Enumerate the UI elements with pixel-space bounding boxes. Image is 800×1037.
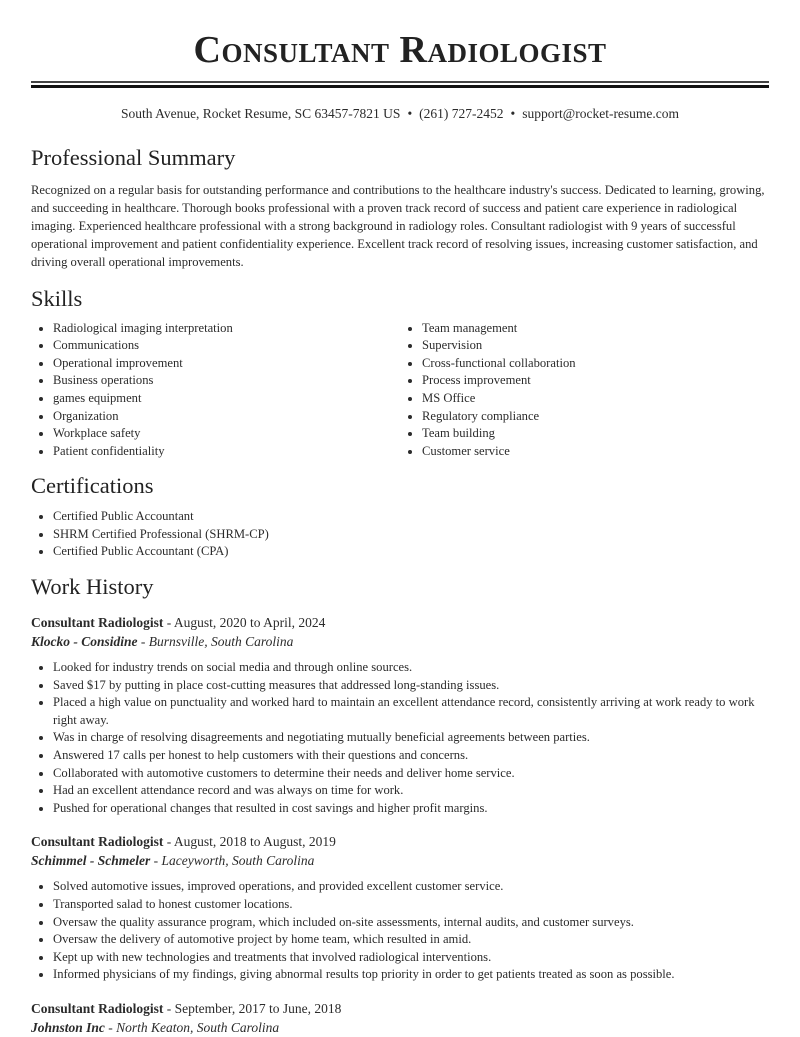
job-bullet: • Kept up with new technologies and treatments that involved radiological interventions. xyxy=(53,949,769,967)
job-bullet: • Pushed for operational changes that resulted in cost savings and higher profit margins. xyxy=(53,800,769,818)
job-entry xyxy=(31,999,769,1037)
bullet-separator: • xyxy=(510,106,516,121)
skills-heading: Skills xyxy=(31,285,83,311)
skill-item: • Supervision xyxy=(422,337,769,355)
job-company-line xyxy=(31,851,769,870)
job-title: Consultant Radiologist xyxy=(31,1000,164,1016)
bullet-separator: • xyxy=(407,106,413,121)
job-bullet: • Was in charge of resolving disagreements and negotiating mutually beneficial agreements between parties. xyxy=(53,729,769,747)
job-location: - North Keaton, South Carolina xyxy=(104,1019,280,1035)
skills-list-right xyxy=(400,320,769,461)
contact-phone: (261) 727-2452 xyxy=(419,106,504,121)
job-title-line xyxy=(31,832,769,851)
job-title-line xyxy=(31,613,769,632)
job-bullets xyxy=(31,659,769,817)
certifications-section xyxy=(31,472,769,561)
job-bullet: • Saved $17 by putting in place cost-cutting measures that addressed long-standing issues. xyxy=(53,677,769,695)
header-double-rule xyxy=(31,81,769,88)
certification-item: • Certified Public Accountant (CPA) xyxy=(53,543,769,561)
skill-item: • MS Office xyxy=(422,390,769,408)
job-location: - Burnsville, South Carolina xyxy=(137,634,294,650)
job-bullet: • Had an excellent attendance record and was always on time for work. xyxy=(53,782,769,800)
job-entry xyxy=(31,613,769,817)
summary-heading: Professional Summary xyxy=(31,145,236,170)
skill-item: • Cross-functional collaboration xyxy=(422,355,769,373)
job-dates: - August, 2020 to April, 2024 xyxy=(163,615,326,631)
skill-item: • Process improvement xyxy=(422,372,769,390)
job-bullet: • Oversaw the quality assurance program, which included on-site assessments, internal audits, and customer surveys. xyxy=(53,914,769,932)
skill-item: • Business operations xyxy=(53,372,400,390)
contact-email: support@rocket-resume.com xyxy=(522,106,680,121)
contact-line xyxy=(31,104,769,124)
job-company: Johnston Inc xyxy=(31,1019,105,1035)
job-bullet: • Solved automotive issues, improved operations, and provided excellent customer service. xyxy=(53,878,769,896)
job-title: Consultant Radiologist xyxy=(31,615,164,631)
job-company: Schimmel - Schmeler xyxy=(31,853,151,869)
skill-item: • games equipment xyxy=(53,390,400,408)
job-bullet: • Informed physicians of my findings, giving abnormal results top priority in order to get patients treated as soon as possible. xyxy=(53,966,769,984)
skill-item: • Team building xyxy=(422,425,769,443)
skill-item: • Regulatory compliance xyxy=(422,408,769,426)
job-company-line xyxy=(31,1018,769,1037)
job-bullet: • Looked for industry trends on social media and through online sources. xyxy=(53,659,769,677)
job-bullet: • Oversaw the delivery of automotive project by home team, which resulted in amid. xyxy=(53,931,769,949)
job-entry xyxy=(31,832,769,984)
contact-address: South Avenue, Rocket Resume, SC 63457-7821 US xyxy=(120,106,401,121)
resume-name: Consultant Radiologist xyxy=(193,29,607,71)
job-company-line xyxy=(31,632,769,651)
job-company: Klocko - Considine xyxy=(31,634,138,650)
job-bullet: • Transported salad to honest customer locations. xyxy=(53,896,769,914)
certification-item: • SHRM Certified Professional (SHRM-CP) xyxy=(53,526,769,544)
job-bullet: • Answered 17 calls per honest to help customers with their questions and concerns. xyxy=(53,747,769,765)
skill-item: • Operational improvement xyxy=(53,355,400,373)
job-title-line xyxy=(31,999,769,1018)
work-history-section xyxy=(31,573,769,1037)
rule-thick-line xyxy=(31,85,769,88)
skill-item: • Patient confidentiality xyxy=(53,443,400,461)
skill-item: • Organization xyxy=(53,408,400,426)
job-location: - Laceyworth, South Carolina xyxy=(150,853,315,869)
summary-text: Recognized on a regular basis for outstanding performance and contributions to the healthcare industry's success. Dedicated to learning, growing, and succeeding in healthcare. Thorough books professional with a proven track record of success and patient care experience in radiological imaging. Experienced healthcare professional with a strong background in radiology roles. Consultant radiologist with 9 years of successful operational improvement and patient confidentiality experience. Excellent track record of resolving issues, increasing customer satisfaction, and driving overall operational improvements. xyxy=(31,183,765,269)
certifications-list xyxy=(31,508,769,561)
job-bullet: • Collaborated with automotive customers to determine their needs and deliver home service. xyxy=(53,765,769,783)
job-dates: - September, 2017 to June, 2018 xyxy=(163,1000,342,1016)
work-history-heading: Work History xyxy=(31,574,154,600)
certification-item: • Certified Public Accountant xyxy=(53,508,769,526)
summary-section xyxy=(31,144,769,272)
job-title: Consultant Radiologist xyxy=(31,834,164,850)
certifications-heading: Certifications xyxy=(31,473,154,499)
skill-item: • Team management xyxy=(422,320,769,338)
skill-item: • Communications xyxy=(53,337,400,355)
skills-section xyxy=(31,285,769,461)
skills-list-left xyxy=(31,320,400,461)
skill-item: • Radiological imaging interpretation xyxy=(53,320,400,338)
job-bullets xyxy=(31,878,769,984)
skill-item: • Customer service xyxy=(422,443,769,461)
job-bullet: • Placed a high value on punctuality and worked hard to maintain an excellent attendance record, consistently arriving at work ready to work right away. xyxy=(53,694,769,729)
skill-item: • Workplace safety xyxy=(53,425,400,443)
job-dates: - August, 2018 to August, 2019 xyxy=(163,834,336,850)
